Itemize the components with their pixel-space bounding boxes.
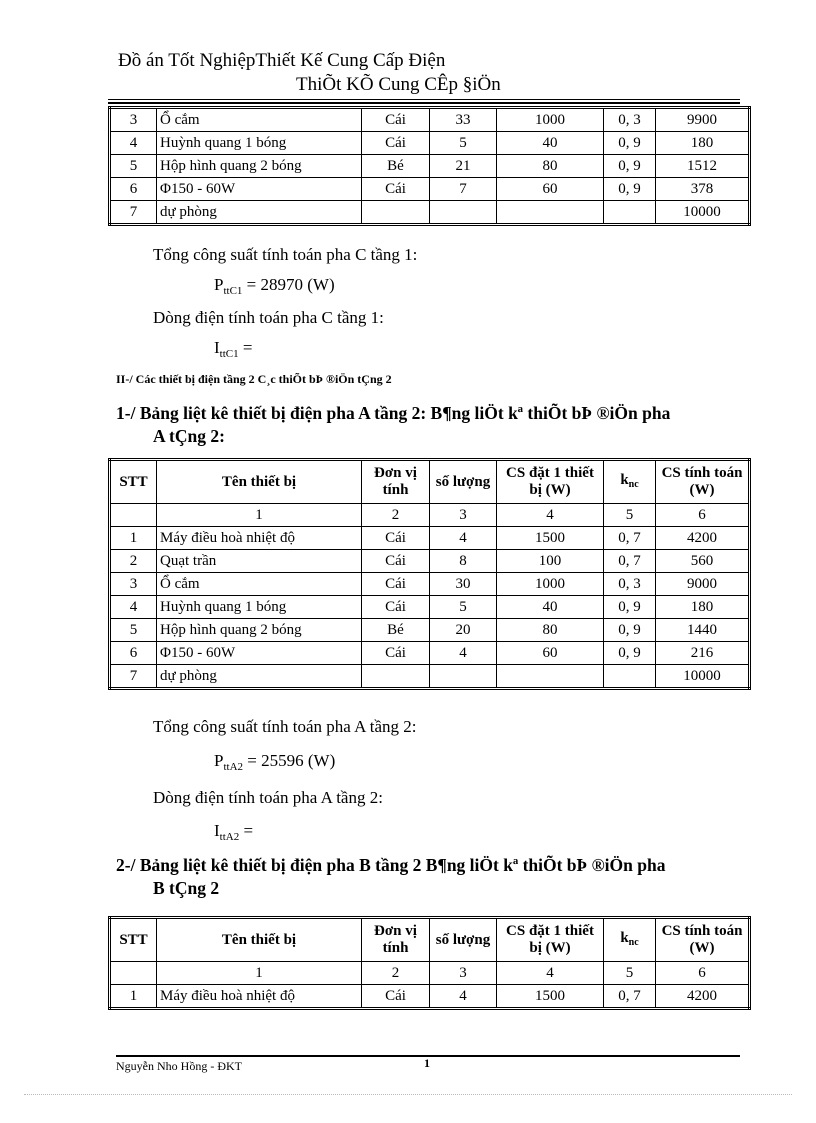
table-cell: Cái bbox=[362, 985, 430, 1009]
table-cell: Φ150 - 60W bbox=[157, 178, 362, 201]
column-number-cell bbox=[110, 962, 157, 985]
knc-sub: nc bbox=[628, 936, 639, 948]
table-cell: 0, 7 bbox=[604, 550, 656, 573]
col-unit: Đơn vị tính bbox=[362, 460, 430, 504]
table-cell: 1000 bbox=[497, 573, 604, 596]
table-cell: 0, 9 bbox=[604, 596, 656, 619]
column-number-cell: 2 bbox=[362, 962, 430, 985]
page-number: 1 bbox=[424, 1056, 430, 1070]
table-cell: 4 bbox=[110, 132, 157, 155]
table-row bbox=[110, 201, 750, 225]
table-cell: Hộp hình quang 2 bóng bbox=[157, 155, 362, 178]
table-cell: 4 bbox=[430, 985, 497, 1009]
table-cell: 180 bbox=[656, 596, 750, 619]
document-title: Đồ án Tốt NghiệpThiết Kế Cung Cấp Điện bbox=[118, 50, 446, 71]
col-knc bbox=[604, 918, 656, 962]
table-row bbox=[110, 132, 750, 155]
knc-k: k bbox=[620, 929, 629, 946]
i-symbol: I bbox=[214, 821, 220, 840]
table-row bbox=[110, 108, 750, 132]
table-cell: 0, 9 bbox=[604, 178, 656, 201]
page-edge-dots bbox=[24, 1094, 792, 1095]
table-cell: 10000 bbox=[656, 665, 750, 689]
table-row bbox=[110, 550, 750, 573]
table-cell: 1512 bbox=[656, 155, 750, 178]
col-name: Tên thiết bị bbox=[157, 918, 362, 962]
table-cell: 100 bbox=[497, 550, 604, 573]
i-subscript: ttC1 bbox=[219, 348, 239, 360]
table-cell: Ổ cắm bbox=[157, 573, 362, 596]
table-cell: Φ150 - 60W bbox=[157, 642, 362, 665]
table-cell bbox=[497, 201, 604, 225]
table-cell: Cái bbox=[362, 642, 430, 665]
table-cell: 4200 bbox=[656, 527, 750, 550]
heading-phase-b: 2-/ Bảng liệt kê thiết bị điện pha B tầng 2 B¶ng liÖt kª thiÕt bÞ ®iÖn pha bbox=[116, 855, 666, 875]
col-qty: số lượng bbox=[430, 918, 497, 962]
table-cell: 0, 3 bbox=[604, 573, 656, 596]
table-row bbox=[110, 527, 750, 550]
column-number-cell: 5 bbox=[604, 962, 656, 985]
table-cell: 20 bbox=[430, 619, 497, 642]
table-cell: 0, 7 bbox=[604, 985, 656, 1009]
table-cell: 0, 9 bbox=[604, 155, 656, 178]
table-cell: 1 bbox=[110, 985, 157, 1009]
table-cell: 3 bbox=[110, 108, 157, 132]
table-cell: 7 bbox=[110, 665, 157, 689]
table-row bbox=[110, 573, 750, 596]
table-cell: Cái bbox=[362, 178, 430, 201]
i-value: = bbox=[239, 821, 254, 840]
table-cell: 0, 9 bbox=[604, 619, 656, 642]
col-knc bbox=[604, 460, 656, 504]
table-cell: 80 bbox=[497, 619, 604, 642]
column-number-cell: 4 bbox=[497, 962, 604, 985]
table-cell: 4 bbox=[110, 596, 157, 619]
current-label-c1: Dòng điện tính toán pha C tầng 1: bbox=[153, 308, 384, 327]
column-number-cell: 6 bbox=[656, 504, 750, 527]
column-number-cell bbox=[110, 504, 157, 527]
table-row bbox=[110, 985, 750, 1009]
table-phase-b-floor2 bbox=[108, 916, 751, 1010]
table-cell: Máy điều hoà nhiệt độ bbox=[157, 985, 362, 1009]
table-cell: 9900 bbox=[656, 108, 750, 132]
table-cell: 216 bbox=[656, 642, 750, 665]
p-value: = 25596 (W) bbox=[243, 751, 336, 770]
table-cell: 378 bbox=[656, 178, 750, 201]
column-number-cell: 4 bbox=[497, 504, 604, 527]
col-name: Tên thiết bị bbox=[157, 460, 362, 504]
table-row bbox=[110, 596, 750, 619]
table-cell: 21 bbox=[430, 155, 497, 178]
p-symbol: P bbox=[214, 751, 224, 770]
knc-sub: nc bbox=[628, 478, 639, 490]
table-cell: Cái bbox=[362, 596, 430, 619]
table-cell: 1440 bbox=[656, 619, 750, 642]
column-number-cell: 3 bbox=[430, 962, 497, 985]
table-cell: 60 bbox=[497, 178, 604, 201]
table-cell: 10000 bbox=[656, 201, 750, 225]
column-number-cell: 3 bbox=[430, 504, 497, 527]
p-value: = 28970 (W) bbox=[242, 275, 335, 294]
table-cell: 0, 9 bbox=[604, 642, 656, 665]
table-cell: Bé bbox=[362, 155, 430, 178]
table-cell: 3 bbox=[110, 573, 157, 596]
table-cell: Hộp hình quang 2 bóng bbox=[157, 619, 362, 642]
table-cell: 5 bbox=[110, 619, 157, 642]
table-phase-c-floor1-continued bbox=[108, 106, 751, 226]
header-rule-thick bbox=[108, 102, 740, 104]
column-number-cell: 1 bbox=[157, 504, 362, 527]
table-cell: 7 bbox=[110, 201, 157, 225]
table-header-row bbox=[110, 460, 750, 504]
current-formula-c1 bbox=[214, 338, 252, 360]
current-formula-a2 bbox=[214, 821, 253, 843]
section-heading: II-/ Các thiết bị điện tầng 2 C¸c thiÕt bÞ ®iÖn tÇng 2 bbox=[116, 372, 392, 386]
document-title-legacy: ThiÕt KÕ Cung CÊp §iÖn bbox=[296, 74, 501, 95]
table-cell: Bé bbox=[362, 619, 430, 642]
total-power-formula-c1 bbox=[214, 275, 335, 297]
table-cell: Cái bbox=[362, 527, 430, 550]
table-cell: 1500 bbox=[497, 527, 604, 550]
col-qty: số lượng bbox=[430, 460, 497, 504]
table-cell: 1500 bbox=[497, 985, 604, 1009]
p-symbol: P bbox=[214, 275, 224, 294]
p-subscript: ttA2 bbox=[223, 761, 244, 773]
table-cell: 40 bbox=[497, 596, 604, 619]
col-stt: STT bbox=[110, 460, 157, 504]
table-cell: 0, 3 bbox=[604, 108, 656, 132]
table-cell bbox=[497, 665, 604, 689]
col-cs-each: CS đặt 1 thiết bị (W) bbox=[497, 460, 604, 504]
table-cell: Cái bbox=[362, 108, 430, 132]
table-cell: 9000 bbox=[656, 573, 750, 596]
column-number-row bbox=[110, 962, 750, 985]
table-cell: 5 bbox=[430, 596, 497, 619]
table-cell: Cái bbox=[362, 550, 430, 573]
table-cell: 6 bbox=[110, 178, 157, 201]
column-number-row bbox=[110, 504, 750, 527]
table-cell: 40 bbox=[497, 132, 604, 155]
table-row bbox=[110, 642, 750, 665]
table-cell: 5 bbox=[430, 132, 497, 155]
table-cell bbox=[362, 201, 430, 225]
table-cell bbox=[604, 665, 656, 689]
table-row bbox=[110, 155, 750, 178]
heading-phase-a-cont: A tÇng 2: bbox=[153, 426, 225, 446]
table-cell: dự phòng bbox=[157, 201, 362, 225]
header-rule bbox=[108, 99, 740, 100]
table-cell bbox=[430, 665, 497, 689]
i-subscript: ttA2 bbox=[219, 831, 240, 843]
table-cell bbox=[430, 201, 497, 225]
table-cell: 2 bbox=[110, 550, 157, 573]
table-cell: 8 bbox=[430, 550, 497, 573]
table-row bbox=[110, 619, 750, 642]
column-number-cell: 2 bbox=[362, 504, 430, 527]
col-cs-each: CS đặt 1 thiết bị (W) bbox=[497, 918, 604, 962]
heading-phase-a: 1-/ Bảng liệt kê thiết bị điện pha A tầng 2: B¶ng liÖt kª thiÕt bÞ ®iÖn pha bbox=[116, 403, 671, 423]
table-cell: 30 bbox=[430, 573, 497, 596]
table-row bbox=[110, 665, 750, 689]
i-value: = bbox=[238, 338, 253, 357]
table-cell: 80 bbox=[497, 155, 604, 178]
table-cell: 0, 9 bbox=[604, 132, 656, 155]
column-number-cell: 6 bbox=[656, 962, 750, 985]
col-cs-total: CS tính toán (W) bbox=[656, 460, 750, 504]
table-cell: 0, 7 bbox=[604, 527, 656, 550]
table-cell: 560 bbox=[656, 550, 750, 573]
heading-phase-b-cont: B tÇng 2 bbox=[153, 878, 220, 898]
table-cell: Quạt trần bbox=[157, 550, 362, 573]
table-header-row bbox=[110, 918, 750, 962]
total-power-label-a2: Tổng công suất tính toán pha A tầng 2: bbox=[153, 717, 417, 736]
table-cell: 6 bbox=[110, 642, 157, 665]
table-cell: Cái bbox=[362, 132, 430, 155]
footer-author: Nguyễn Nho Hồng - ĐKT bbox=[116, 1059, 242, 1073]
table-cell bbox=[362, 665, 430, 689]
table-cell: dự phòng bbox=[157, 665, 362, 689]
table-cell: 4200 bbox=[656, 985, 750, 1009]
table-cell: 4 bbox=[430, 527, 497, 550]
total-power-label-c1: Tổng công suất tính toán pha C tầng 1: bbox=[153, 245, 418, 264]
table-cell: 33 bbox=[430, 108, 497, 132]
current-label-a2: Dòng điện tính toán pha A tầng 2: bbox=[153, 788, 383, 807]
table-cell: Máy điều hoà nhiệt độ bbox=[157, 527, 362, 550]
table-cell: 7 bbox=[430, 178, 497, 201]
col-cs-total: CS tính toán (W) bbox=[656, 918, 750, 962]
table-cell: Huỳnh quang 1 bóng bbox=[157, 596, 362, 619]
p-subscript: ttC1 bbox=[223, 285, 243, 297]
table-cell: 1 bbox=[110, 527, 157, 550]
table-cell: Huỳnh quang 1 bóng bbox=[157, 132, 362, 155]
table-cell: 4 bbox=[430, 642, 497, 665]
total-power-formula-a2 bbox=[214, 751, 335, 773]
table-cell: 5 bbox=[110, 155, 157, 178]
table-cell: Cái bbox=[362, 573, 430, 596]
table-row bbox=[110, 178, 750, 201]
column-number-cell: 5 bbox=[604, 504, 656, 527]
knc-k: k bbox=[620, 471, 629, 488]
table-cell: 1000 bbox=[497, 108, 604, 132]
i-symbol: I bbox=[214, 338, 220, 357]
table-phase-a-floor2 bbox=[108, 458, 751, 690]
table-cell: 180 bbox=[656, 132, 750, 155]
table-cell bbox=[604, 201, 656, 225]
col-unit: Đơn vị tính bbox=[362, 918, 430, 962]
col-stt: STT bbox=[110, 918, 157, 962]
column-number-cell: 1 bbox=[157, 962, 362, 985]
table-cell: Ổ cắm bbox=[157, 108, 362, 132]
table-cell: 60 bbox=[497, 642, 604, 665]
